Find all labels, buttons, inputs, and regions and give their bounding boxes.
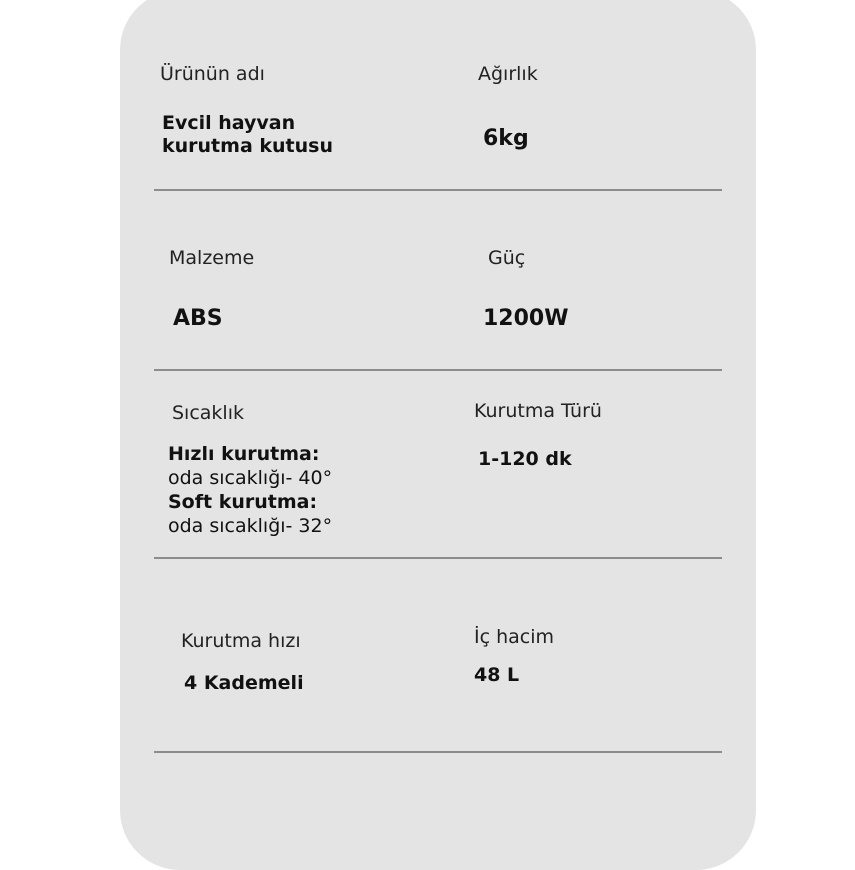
divider: [154, 557, 722, 559]
weight-value: 6kg: [483, 126, 529, 151]
drying-type-value: 1-120 dk: [478, 448, 572, 470]
volume-label: İç hacim: [474, 626, 555, 648]
drying-type-label: Kurutma Türü: [474, 400, 602, 422]
volume-value: 48 L: [474, 664, 520, 686]
material-value: ABS: [173, 306, 223, 331]
divider: [154, 369, 722, 371]
temperature-label: Sıcaklık: [172, 402, 244, 424]
power-value: 1200W: [483, 306, 569, 331]
fast-drying-label: Hızlı kurutma:: [168, 443, 320, 465]
power-label: Güç: [488, 247, 526, 269]
soft-drying-value: oda sıcaklığı- 32°: [168, 515, 333, 537]
divider: [154, 189, 722, 191]
soft-drying-label: Soft kurutma:: [168, 491, 318, 513]
material-label: Malzeme: [169, 247, 255, 269]
product-name-label: Ürünün adı: [160, 63, 265, 85]
weight-label: Ağırlık: [478, 63, 538, 85]
product-name-value-line2: kurutma kutusu: [162, 135, 333, 157]
fast-drying-value: oda sıcaklığı- 40°: [168, 467, 333, 489]
product-name-value-line1: Evcil hayvan: [162, 112, 296, 134]
divider: [154, 751, 722, 753]
drying-speed-value: 4 Kademeli: [184, 672, 304, 694]
drying-speed-label: Kurutma hızı: [181, 630, 301, 652]
